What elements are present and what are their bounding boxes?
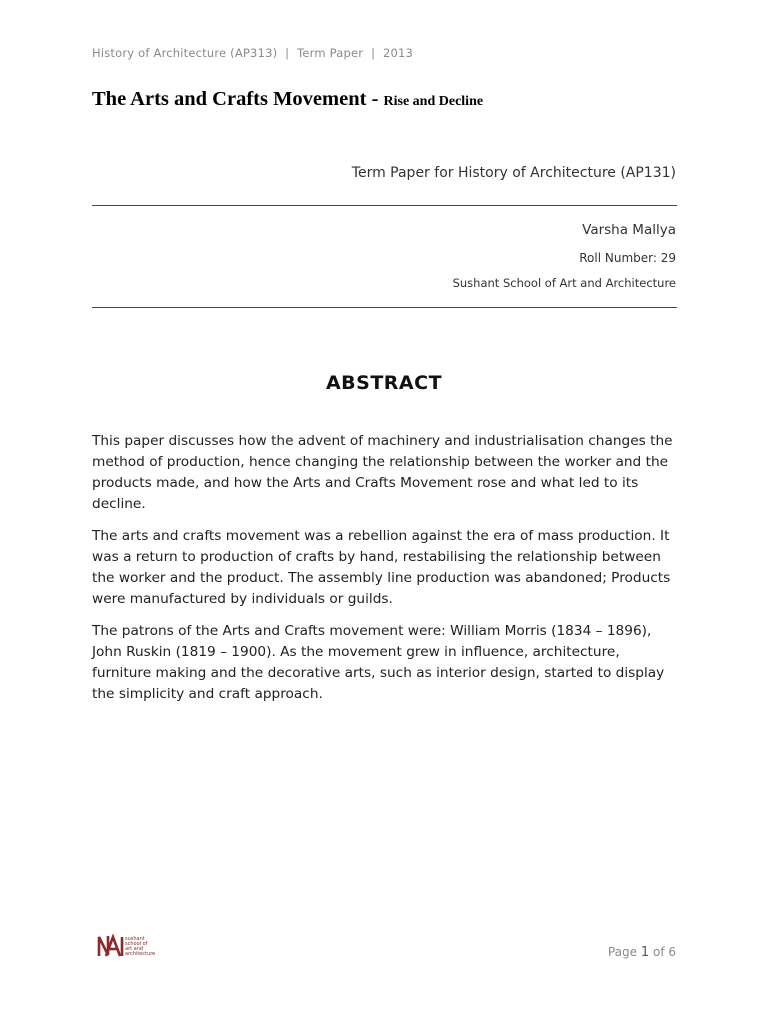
header-separator: | bbox=[285, 46, 290, 60]
logo-text-line: school of bbox=[125, 941, 148, 947]
roll-number: Roll Number: 29 bbox=[579, 251, 676, 265]
school-logo bbox=[97, 934, 157, 960]
divider-top bbox=[92, 205, 677, 206]
abstract-paragraph: This paper discusses how the advent of machinery and industrialisation changes the method of production, hence changing the relationship between the worker and the products made, and how the Arts and Crafts Movement rose and what led to its decline. bbox=[92, 433, 673, 512]
abstract-paragraph: The patrons of the Arts and Crafts movement were: William Morris (1834 – 1896), John Ruskin (1819 – 1900). As the movement grew in influence, architecture, furniture making and the decorative arts, such as interior design, started to display the simplicity and craft approach. bbox=[92, 623, 665, 702]
course-line: Term Paper for History of Architecture (AP131) bbox=[351, 165, 676, 181]
logo-text-line: art and bbox=[125, 946, 144, 952]
logo-wordmark bbox=[125, 937, 155, 957]
paper-title bbox=[92, 88, 483, 111]
title-subtitle: Rise and Decline bbox=[383, 94, 484, 109]
abstract-paragraph: The arts and crafts movement was a rebellion against the era of mass production. It was a return to production of crafts by hand, restabilising the relationship between the worker and the product. The assembly line production was abandoned; Products were manufactured by individuals or guilds. bbox=[92, 528, 671, 607]
running-header bbox=[92, 46, 413, 60]
school-name: Sushant School of Art and Architecture bbox=[452, 276, 676, 290]
title-main: The Arts and Crafts Movement - bbox=[92, 88, 384, 110]
page-number bbox=[608, 945, 676, 960]
header-year: 2013 bbox=[383, 46, 414, 60]
header-doc-type: Term Paper bbox=[297, 46, 364, 60]
header-separator: | bbox=[371, 46, 376, 60]
page-current: 1 bbox=[640, 945, 650, 960]
author-name: Varsha Mallya bbox=[582, 222, 676, 238]
logo-text-line: sushant bbox=[125, 936, 145, 942]
abstract-body bbox=[92, 431, 678, 716]
abstract-heading: ABSTRACT bbox=[325, 372, 443, 394]
page-total: of 6 bbox=[652, 945, 676, 959]
page-label: Page bbox=[607, 945, 638, 959]
logo-text-line: architecture bbox=[125, 951, 156, 957]
school-logo-icon bbox=[97, 934, 125, 958]
header-course: History of Architecture (AP313) bbox=[92, 46, 278, 60]
divider-bottom bbox=[92, 307, 677, 308]
